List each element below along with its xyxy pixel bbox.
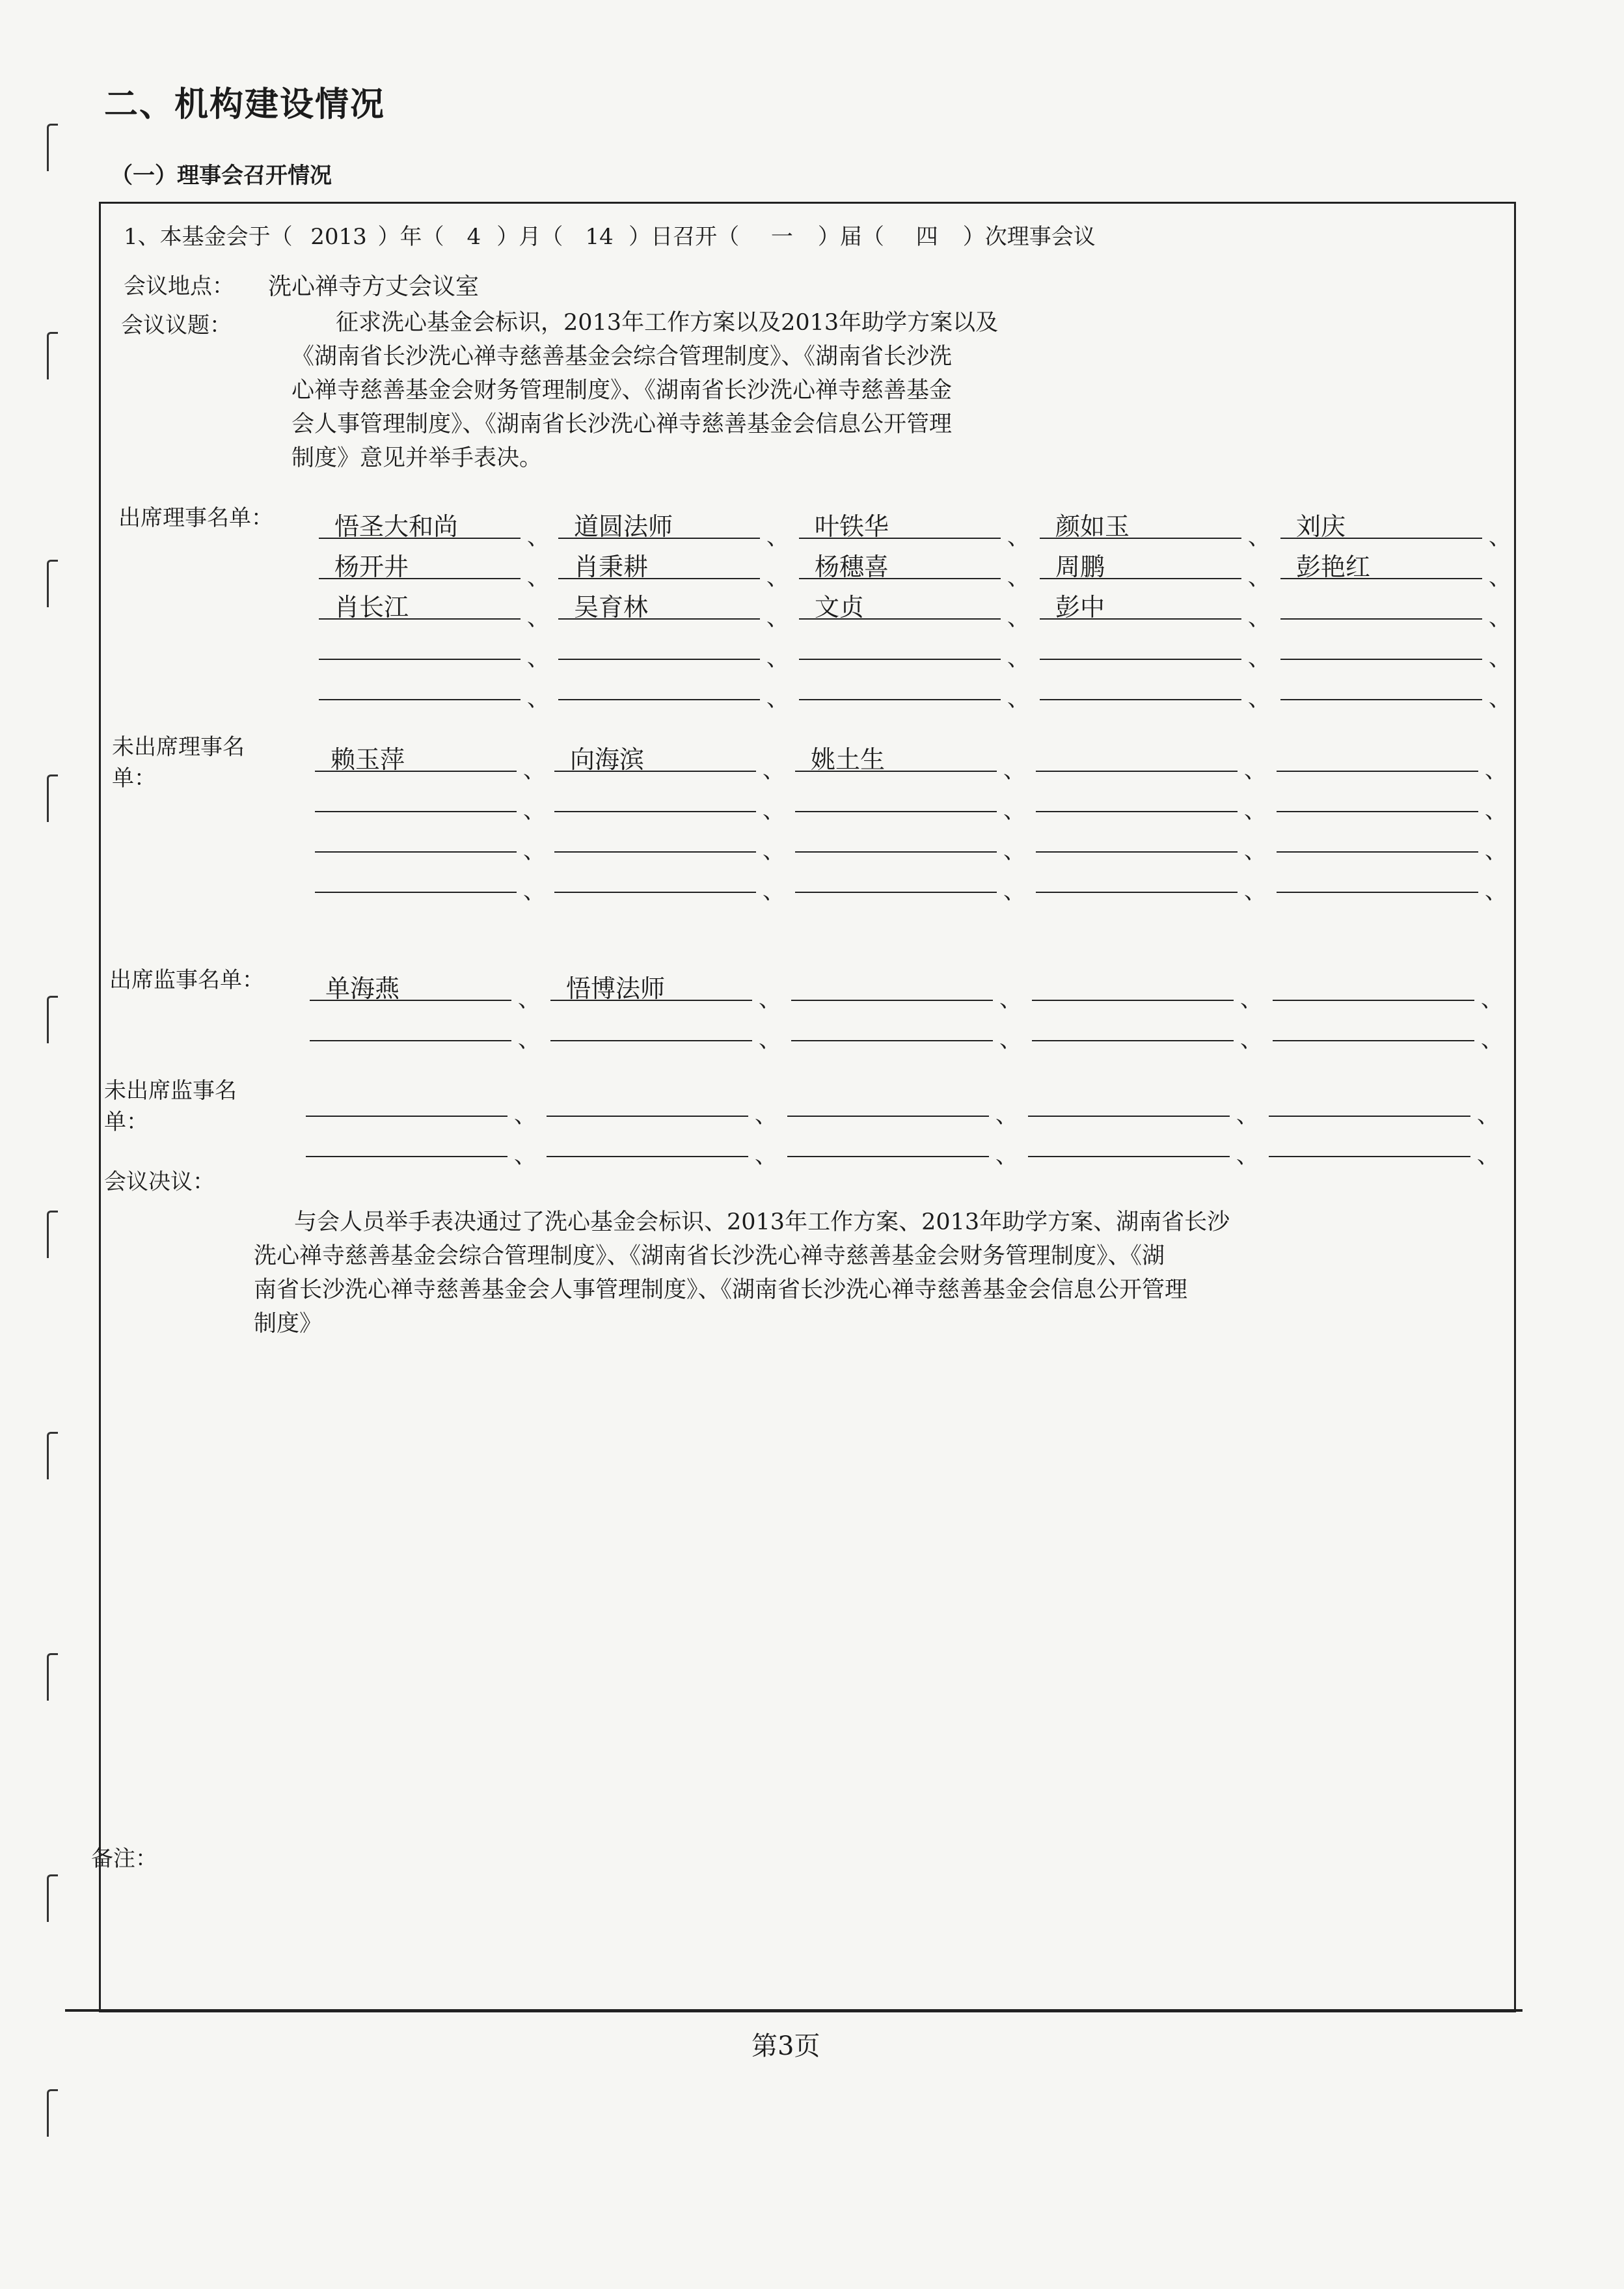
topic-text: 征求洗心基金会标识，2013年工作方案以及2013年助学方案以及 《湖南省长沙洗心禅寺慈善基金会综合管理制度》、《湖南省长沙洗 心禅寺慈善基金会财务管理制度》、《湖南省长沙洗心禅寺慈善基金 会人事管理制度》、《湖南省长沙洗心禅寺慈善基金会信息公开管理 制度》意见并举手表决。 bbox=[291, 310, 999, 471]
separator-mark: 、 bbox=[527, 686, 549, 712]
binder-mark bbox=[47, 1432, 58, 1479]
absent-supervisors-label: 未出席监事名 bbox=[104, 1078, 237, 1104]
binder-mark bbox=[47, 1874, 58, 1922]
section-title: 二、机构建设情况 bbox=[104, 85, 386, 124]
remarks-label: 备注： bbox=[91, 1846, 157, 1872]
absent-director-line bbox=[554, 811, 756, 812]
attending-supervisor-line bbox=[310, 1040, 511, 1041]
separator-mark: 、 bbox=[1248, 646, 1270, 672]
attending-director-name: 彭艳红 bbox=[1296, 553, 1371, 581]
absent-supervisor-line bbox=[1028, 1156, 1230, 1157]
absent-supervisor-line bbox=[306, 1116, 508, 1117]
separator-mark: 、 bbox=[999, 1027, 1022, 1053]
absent-directors-label: 未出席理事名 bbox=[112, 734, 245, 760]
absent-supervisor-line bbox=[1028, 1116, 1230, 1117]
attending-supervisor-line bbox=[550, 1040, 752, 1041]
separator-mark: 、 bbox=[523, 838, 545, 864]
attending-director-line bbox=[319, 659, 521, 660]
absent-director-line bbox=[554, 892, 756, 893]
attending-director-name: 悟圣大和尚 bbox=[334, 512, 459, 541]
separator-mark: 、 bbox=[518, 987, 540, 1013]
meeting-header: 1、本基金会于（ 2013 ）年（ 4 ）月（ 14 ）日召开（ 一 ）届（ 四 ）次理事会议 bbox=[124, 219, 1096, 251]
separator-mark: 、 bbox=[759, 987, 781, 1013]
separator-mark: 、 bbox=[1481, 987, 1503, 1013]
separator-mark: 、 bbox=[1007, 565, 1029, 591]
separator-mark: 、 bbox=[766, 565, 789, 591]
separator-mark: 、 bbox=[523, 879, 545, 905]
attending-director-line bbox=[1280, 618, 1482, 620]
absent-director-line bbox=[1277, 811, 1478, 812]
separator-mark: 、 bbox=[1244, 838, 1266, 864]
absent-director-name: 向海滨 bbox=[570, 745, 645, 774]
separator-mark: 、 bbox=[527, 646, 549, 672]
attending-supervisor-line bbox=[1273, 1040, 1474, 1041]
attending-supervisor-line bbox=[1273, 1000, 1474, 1001]
separator-mark: 、 bbox=[518, 1027, 540, 1053]
attending-directors-label: 出席理事名单： bbox=[118, 505, 273, 531]
attending-director-name: 叶铁华 bbox=[815, 512, 889, 541]
separator-mark: 、 bbox=[763, 758, 785, 784]
absent-director-line bbox=[315, 851, 517, 853]
attending-supervisor-line bbox=[791, 1000, 993, 1001]
meeting-intro: 1、本基金会于 bbox=[124, 224, 271, 250]
separator-mark: 、 bbox=[1003, 879, 1025, 905]
absent-director-name: 姚土生 bbox=[811, 745, 886, 774]
separator-mark: 、 bbox=[755, 1143, 777, 1169]
separator-mark: 、 bbox=[1248, 565, 1270, 591]
attending-director-line bbox=[319, 699, 521, 700]
location-label: 会议地点： bbox=[124, 273, 234, 299]
attending-supervisor-line bbox=[1032, 1000, 1234, 1001]
absent-supervisor-line bbox=[547, 1156, 748, 1157]
separator-mark: 、 bbox=[1489, 525, 1511, 551]
absent-director-line bbox=[1277, 892, 1478, 893]
resolution-label: 会议决议： bbox=[104, 1169, 215, 1195]
separator-mark: 、 bbox=[1244, 798, 1266, 824]
separator-mark: 、 bbox=[1489, 565, 1511, 591]
attending-director-line bbox=[1280, 659, 1482, 660]
attending-director-line bbox=[1280, 699, 1482, 700]
separator-mark: 、 bbox=[763, 798, 785, 824]
separator-mark: 、 bbox=[1003, 798, 1025, 824]
separator-mark: 、 bbox=[523, 798, 545, 824]
meeting-count: 四 bbox=[915, 224, 938, 250]
separator-mark: 、 bbox=[1485, 879, 1507, 905]
attending-director-line bbox=[799, 699, 1001, 700]
binder-mark bbox=[47, 1653, 58, 1701]
binder-mark bbox=[47, 996, 58, 1043]
attending-director-line bbox=[558, 699, 760, 700]
absent-supervisor-line bbox=[547, 1116, 748, 1117]
separator-mark: 、 bbox=[527, 605, 549, 631]
attending-director-line bbox=[1040, 659, 1241, 660]
attending-supervisor-line bbox=[791, 1040, 993, 1041]
attending-director-name: 彭中 bbox=[1055, 593, 1105, 622]
binder-mark bbox=[47, 332, 58, 379]
attending-director-line bbox=[558, 659, 760, 660]
separator-mark: 、 bbox=[1477, 1103, 1499, 1129]
absent-supervisor-line bbox=[1269, 1116, 1470, 1117]
absent-supervisor-line bbox=[787, 1116, 989, 1117]
resolution-text: 与会人员举手表决通过了洗心基金会标识、2013年工作方案、2013年助学方案、湖南省长沙 洗心禅寺慈善基金会综合管理制度》、《湖南省长沙洗心禅寺慈善基金会财务管理制度》、《湖 南省长沙洗心禅寺慈善基金会人事管理制度》、《湖南省长沙洗心禅寺慈善基金会信息公开管理 制度》 bbox=[254, 1209, 1230, 1337]
page-number: 第3页 bbox=[751, 2031, 820, 2061]
subsection-title: （一）理事会召开情况 bbox=[111, 163, 332, 189]
separator-mark: 、 bbox=[766, 686, 789, 712]
absent-director-line bbox=[1036, 892, 1238, 893]
separator-mark: 、 bbox=[1485, 758, 1507, 784]
absent-director-line bbox=[1036, 771, 1238, 772]
separator-mark: 、 bbox=[523, 758, 545, 784]
absent-supervisor-line bbox=[1269, 1156, 1470, 1157]
separator-mark: 、 bbox=[514, 1143, 536, 1169]
separator-mark: 、 bbox=[1003, 838, 1025, 864]
separator-mark: 、 bbox=[1477, 1143, 1499, 1169]
separator-mark: 、 bbox=[1485, 798, 1507, 824]
attending-director-name: 周鹏 bbox=[1055, 553, 1105, 581]
attending-director-line bbox=[1040, 699, 1241, 700]
meeting-month: 4 bbox=[467, 224, 481, 250]
separator-mark: 、 bbox=[766, 605, 789, 631]
attending-director-name: 颜如玉 bbox=[1055, 512, 1130, 541]
absent-director-line bbox=[554, 851, 756, 853]
attending-director-line bbox=[799, 659, 1001, 660]
bottom-rule bbox=[65, 2009, 1522, 2012]
separator-mark: 、 bbox=[995, 1103, 1018, 1129]
absent-director-line bbox=[795, 811, 997, 812]
absent-director-line bbox=[1036, 851, 1238, 853]
absent-director-line bbox=[315, 892, 517, 893]
attending-director-name: 杨开井 bbox=[334, 553, 409, 581]
attending-director-name: 肖秉耕 bbox=[574, 553, 649, 581]
absent-director-line bbox=[315, 811, 517, 812]
separator-mark: 、 bbox=[1007, 525, 1029, 551]
attending-supervisors-label: 出席监事名单： bbox=[109, 967, 264, 993]
separator-mark: 、 bbox=[995, 1143, 1018, 1169]
separator-mark: 、 bbox=[1007, 646, 1029, 672]
binder-mark bbox=[47, 560, 58, 607]
separator-mark: 、 bbox=[1248, 686, 1270, 712]
attending-director-name: 刘庆 bbox=[1296, 512, 1346, 541]
separator-mark: 、 bbox=[1003, 758, 1025, 784]
separator-mark: 、 bbox=[1236, 1103, 1258, 1129]
separator-mark: 、 bbox=[1244, 879, 1266, 905]
separator-mark: 、 bbox=[1489, 605, 1511, 631]
binder-mark bbox=[47, 774, 58, 822]
binder-mark bbox=[47, 124, 58, 171]
separator-mark: 、 bbox=[527, 525, 549, 551]
attending-supervisor-line bbox=[1032, 1040, 1234, 1041]
separator-mark: 、 bbox=[1244, 758, 1266, 784]
absent-director-line bbox=[795, 851, 997, 853]
attending-director-name: 文贞 bbox=[815, 593, 865, 622]
separator-mark: 、 bbox=[1236, 1143, 1258, 1169]
separator-mark: 、 bbox=[527, 565, 549, 591]
separator-mark: 、 bbox=[1007, 605, 1029, 631]
separator-mark: 、 bbox=[1485, 838, 1507, 864]
binder-mark bbox=[47, 2089, 58, 2137]
separator-mark: 、 bbox=[999, 987, 1022, 1013]
absent-director-line bbox=[1277, 851, 1478, 853]
absent-supervisor-line bbox=[306, 1156, 508, 1157]
separator-mark: 、 bbox=[1248, 525, 1270, 551]
attending-supervisor-name: 单海燕 bbox=[325, 974, 400, 1003]
meeting-session: 一 bbox=[770, 224, 793, 250]
separator-mark: 、 bbox=[1007, 686, 1029, 712]
attending-director-name: 道圆法师 bbox=[574, 512, 673, 541]
separator-mark: 、 bbox=[763, 838, 785, 864]
separator-mark: 、 bbox=[763, 879, 785, 905]
absent-supervisor-line bbox=[787, 1156, 989, 1157]
attending-director-name: 杨穗喜 bbox=[815, 553, 889, 581]
separator-mark: 、 bbox=[1240, 1027, 1262, 1053]
absent-director-name: 赖玉萍 bbox=[331, 745, 405, 774]
separator-mark: 、 bbox=[1489, 686, 1511, 712]
separator-mark: 、 bbox=[766, 646, 789, 672]
separator-mark: 、 bbox=[514, 1103, 536, 1129]
absent-supervisors-label-2: 单： bbox=[104, 1109, 148, 1135]
separator-mark: 、 bbox=[1248, 605, 1270, 631]
absent-director-line bbox=[1036, 811, 1238, 812]
separator-mark: 、 bbox=[1240, 987, 1262, 1013]
attending-supervisor-name: 悟博法师 bbox=[566, 974, 666, 1003]
binder-mark bbox=[47, 1211, 58, 1258]
topic-label: 会议议题： bbox=[121, 312, 232, 338]
meeting-year: 2013 bbox=[310, 224, 367, 250]
attending-director-name: 肖长江 bbox=[334, 593, 409, 622]
attending-director-name: 吴育林 bbox=[574, 593, 649, 622]
absent-director-line bbox=[1277, 771, 1478, 772]
separator-mark: 、 bbox=[766, 525, 789, 551]
separator-mark: 、 bbox=[1481, 1027, 1503, 1053]
separator-mark: 、 bbox=[759, 1027, 781, 1053]
absent-directors-label-2: 单： bbox=[112, 765, 156, 791]
separator-mark: 、 bbox=[755, 1103, 777, 1129]
separator-mark: 、 bbox=[1489, 646, 1511, 672]
absent-director-line bbox=[795, 892, 997, 893]
meeting-day: 14 bbox=[585, 224, 614, 250]
location-value: 洗心禅寺方丈会议室 bbox=[268, 273, 480, 300]
